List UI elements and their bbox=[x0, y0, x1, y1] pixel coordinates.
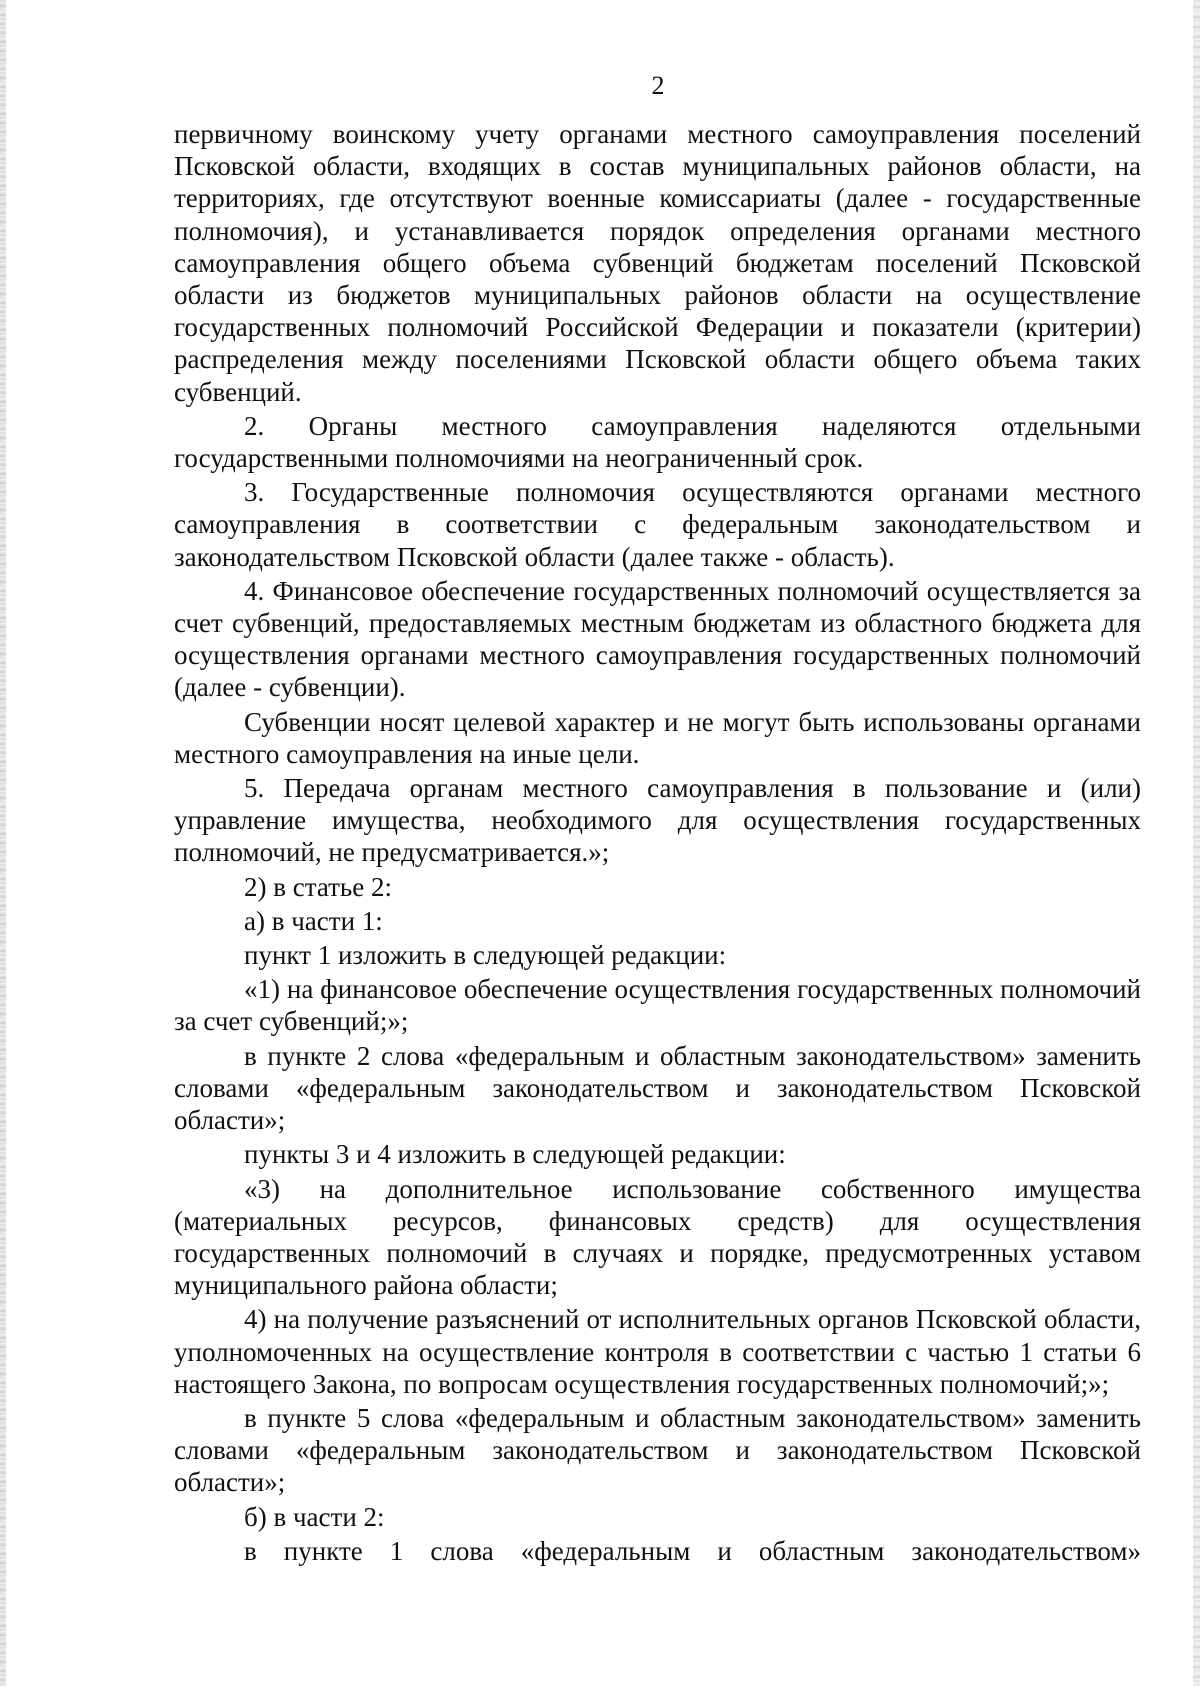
paragraph-item-4: 4. Финансовое обеспечение государственных полномочий осуществляется за счет субвенций, предоставляемых местным бюджетам из областного бюджета для осуществления органами местного самоуправления государственных полномочий (далее - субвенции). bbox=[174, 575, 1141, 703]
paragraph-continuation: первичному воинскому учету органами местного самоуправления поселений Псковской области, входящих в состав муниципальных районов области, на территориях, где отсутствуют военные комиссариаты (далее - государственные полномочия), и устанавливается порядок определения органами местного самоуправления общего объема субвенций бюджетам поселений Псковской области из бюджетов муниципальных районов области на осуществление государственных полномочий Российской Федерации и показатели (критерии) распределения между поселениями Псковской области общего объема таких субвенций. bbox=[174, 119, 1141, 407]
paragraph-item-2: 2. Органы местного самоуправления наделяются отдельными государственными полномочиями на неограниченный срок. bbox=[174, 410, 1141, 474]
paragraph-point-3-text: «3) на дополнительное использование собственного имущества (материальных ресурсов, финансовых средств) для осуществления государственных полномочий в случаях и порядке, предусмотренных уставом муниципального района области; bbox=[174, 1173, 1141, 1301]
paragraph-part-2: б) в части 2: bbox=[244, 1501, 385, 1532]
paragraph-point-1-text: «1) на финансовое обеспечение осуществления государственных полномочий за счет субвенций;»; bbox=[174, 974, 1141, 1037]
paragraph-item-3: 3. Государственные полномочия осуществляются органами местного самоуправления в соответствии с федеральным законодательством и законодательством Псковской области (далее также - область). bbox=[174, 477, 1141, 572]
scan-edge-right bbox=[1193, 0, 1200, 1686]
document-body bbox=[174, 118, 1141, 1567]
paragraph-item-5: 5. Передача органам местного самоуправления в пользование и (или) управление имущества, необходимого для осуществления государственных полномочий, не предусматривается.»; bbox=[174, 773, 1141, 868]
paragraph-subventions: Субвенции носят целевой характер и не могут быть использованы органами местного самоуправления на иные цели. bbox=[174, 706, 1141, 769]
paragraph-part-1: а) в части 1: bbox=[244, 905, 383, 936]
paragraph-article-2: 2) в статье 2: bbox=[244, 871, 392, 902]
scan-edge-left bbox=[0, 0, 6, 1686]
paragraph-points-3-4-edit: пункты 3 и 4 изложить в следующей редакции: bbox=[244, 1139, 786, 1170]
page-number: 2 bbox=[651, 71, 665, 100]
paragraph-point-4-text: 4) на получение разъяснений от исполнительных органов Псковской области, уполномоченных на осуществление контроля в соответствии с частью 1 статьи 6 настоящего Закона, по вопросам осуществления государственных полномочий;»; bbox=[174, 1304, 1141, 1399]
paragraph-part-2-point-1: в пункте 1 слова «федеральным и областным законодательством» bbox=[244, 1535, 1141, 1566]
paragraph-point-1-edit: пункт 1 изложить в следующей редакции: bbox=[244, 940, 727, 971]
paragraph-point-2: в пункте 2 слова «федеральным и областным законодательством» заменить словами «федеральным законодательством и законодательством Псковской области»; bbox=[174, 1040, 1141, 1136]
paragraph-point-5: в пункте 5 слова «федеральным и областным законодательством» заменить словами «федеральным законодательством и законодательством Псковской области»; bbox=[174, 1402, 1141, 1498]
